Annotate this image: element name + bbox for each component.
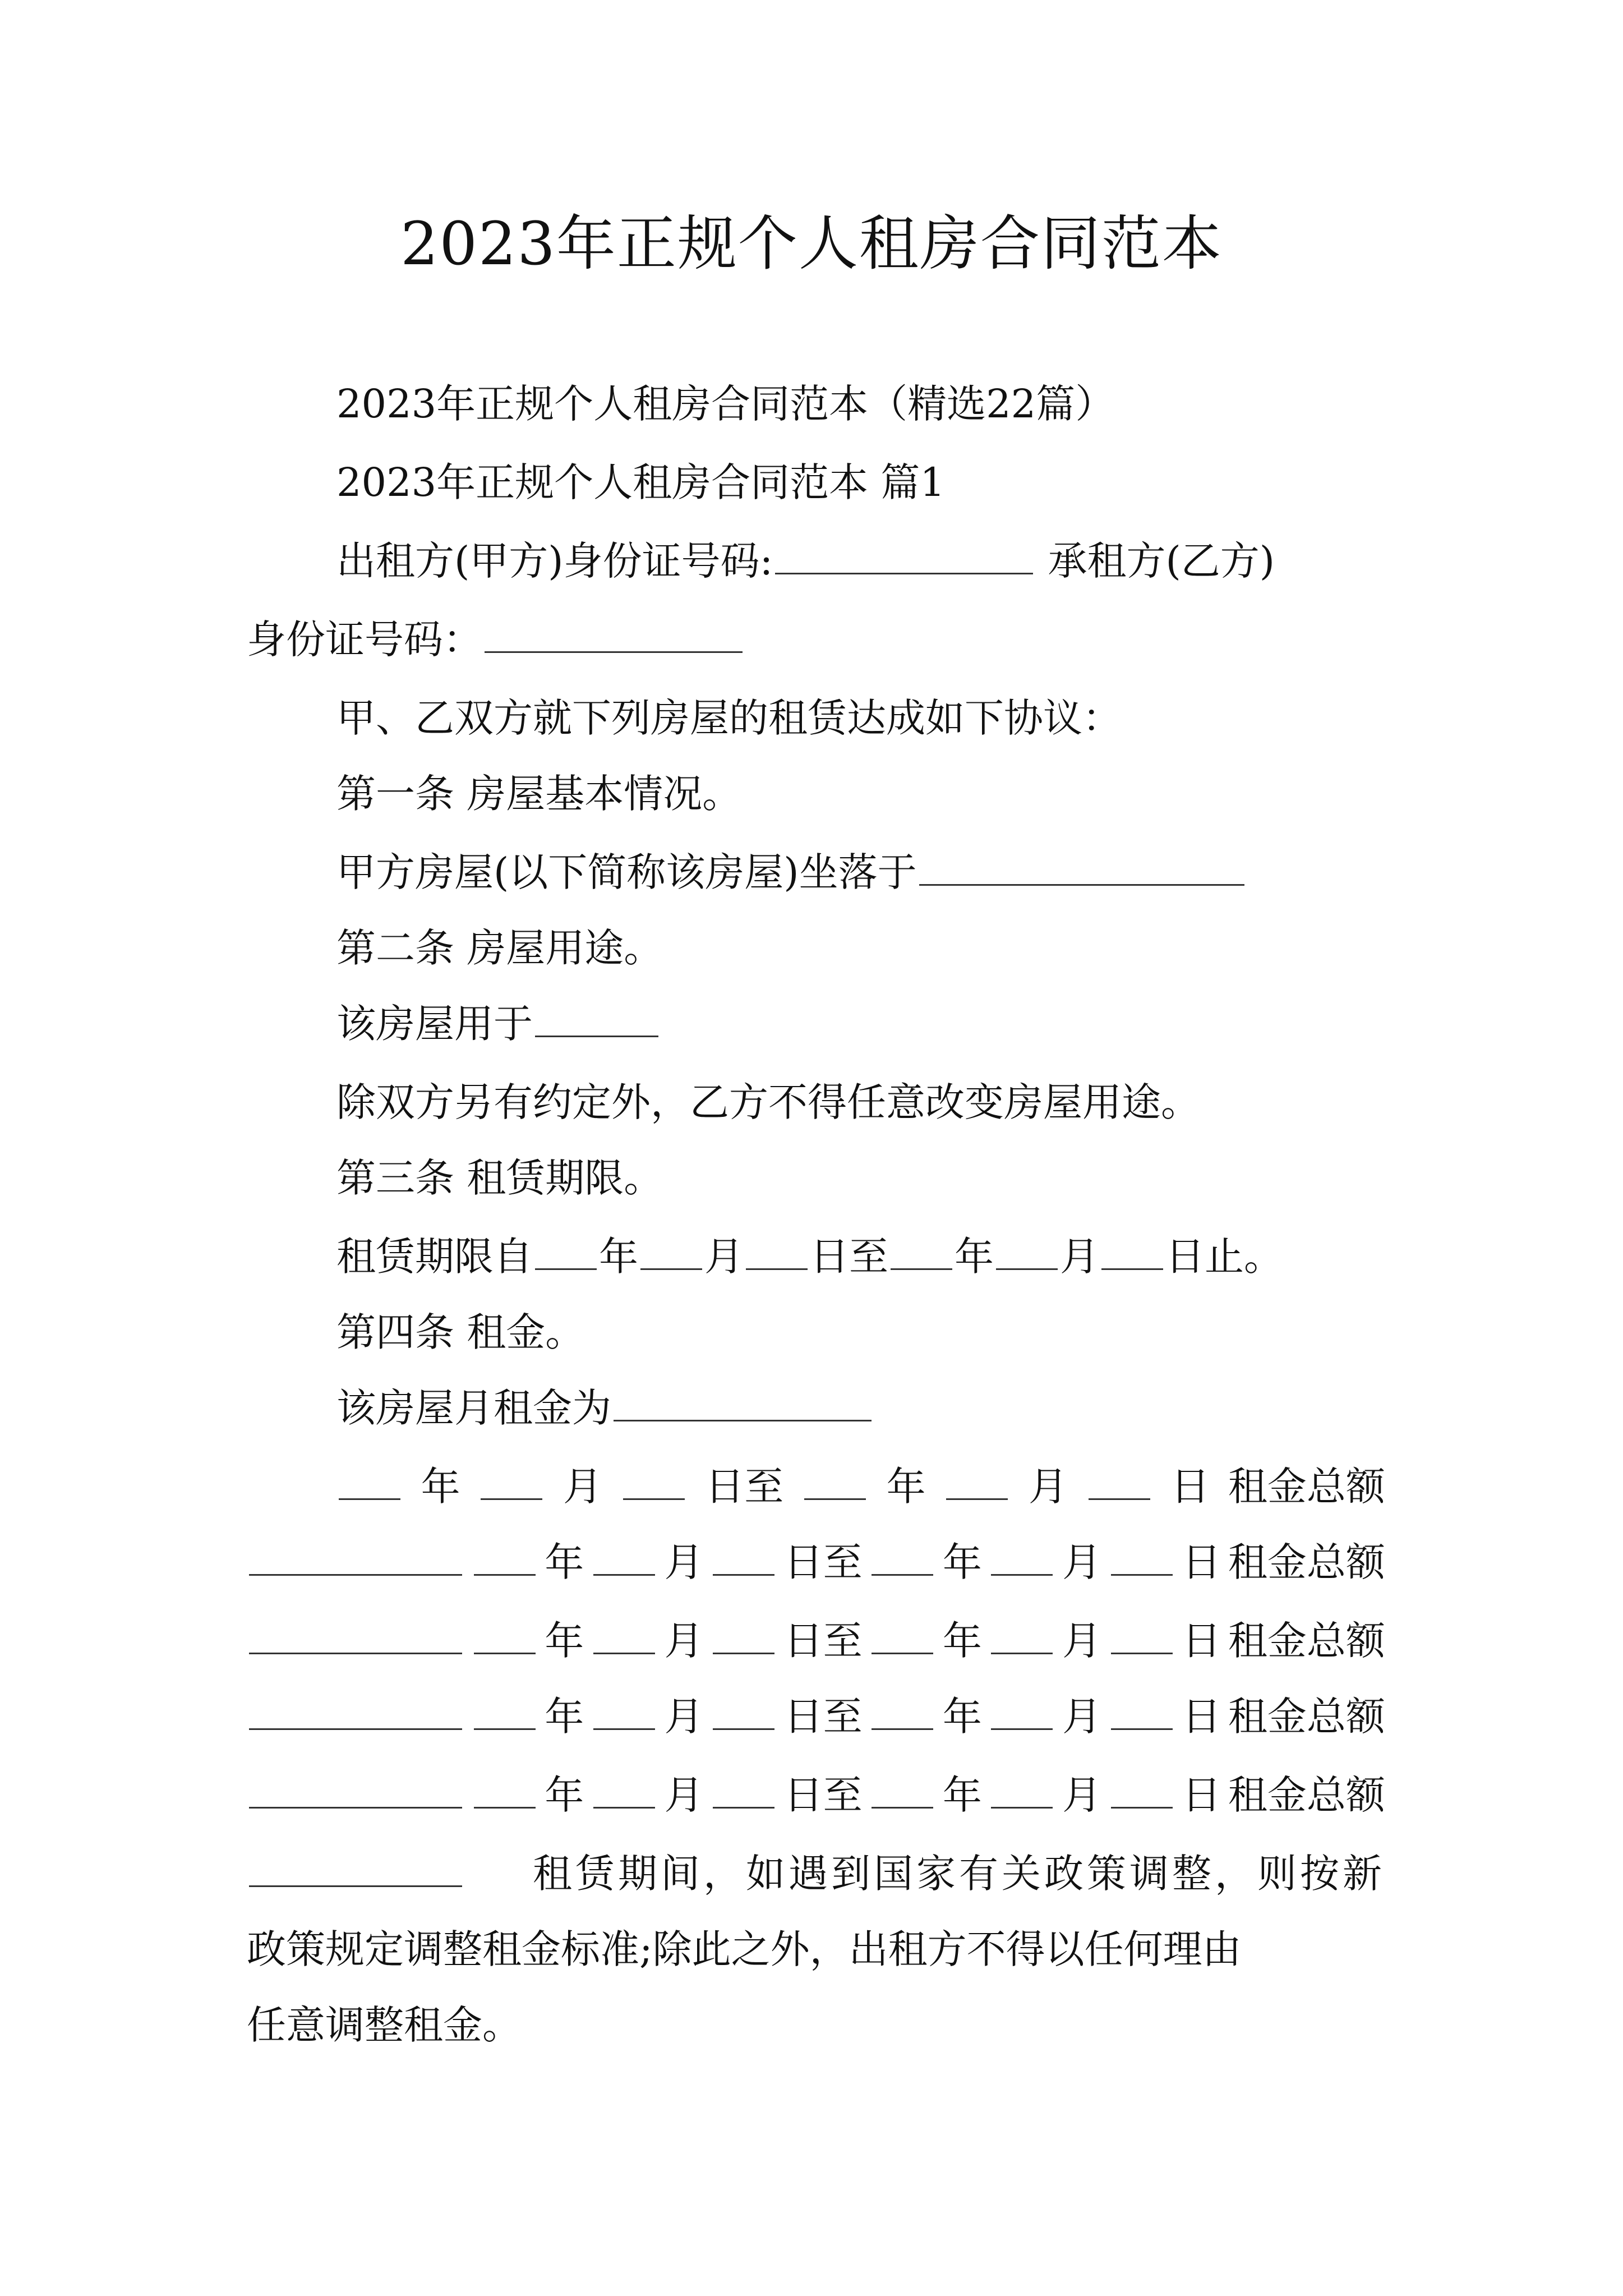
blank [872, 1772, 933, 1809]
blank [593, 1539, 655, 1576]
use-restriction-text: 除双方另有约定外，乙方不得任意改变房屋用途。 [336, 1079, 1200, 1125]
rent-total-label: 租金总额 [1228, 1464, 1385, 1510]
blank [991, 1617, 1053, 1654]
day-to-label: 日至 [783, 1618, 863, 1664]
article-4-heading: 第四条 租金。 [336, 1309, 585, 1355]
blank [593, 1693, 655, 1730]
lessee-id-label: 身份证号码： [247, 616, 482, 662]
lessee-id-line [247, 600, 1385, 679]
policy-adjustment-text: 租赁期间，如遇到国家有关政策调整，则按新 [533, 1851, 1385, 1897]
rent-total-label: 租金总额 [1228, 1772, 1385, 1818]
property-location-line [336, 833, 1385, 912]
lease-term-line [336, 1217, 1385, 1296]
blank [249, 1772, 462, 1809]
monthly-rent-label: 该房屋月租金为 [336, 1385, 611, 1431]
blank [593, 1617, 655, 1654]
year-label: 年 [545, 1539, 584, 1585]
year-label: 年 [942, 1694, 982, 1740]
blank [339, 1463, 400, 1500]
day-to-label: 日至 [783, 1694, 863, 1740]
blank [713, 1772, 774, 1809]
day-to-label: 日至 [783, 1772, 863, 1818]
year-label: 年 [421, 1464, 460, 1510]
year-label: 年 [545, 1694, 584, 1740]
blank [991, 1539, 1053, 1576]
year-label: 年 [942, 1539, 982, 1585]
property-location-blank [919, 849, 1244, 886]
subtitle-line: 2023年正规个人租房合同范本（精选22篇） [336, 381, 1115, 427]
month-label: 月 [704, 1234, 744, 1280]
property-use-label: 该房屋用于 [336, 1001, 533, 1047]
property-use-blank [535, 1000, 658, 1037]
blank [1111, 1539, 1173, 1576]
blank [996, 1233, 1058, 1270]
blank [535, 1233, 597, 1270]
policy-adjustment-line [247, 1834, 1385, 1913]
rent-schedule-row [247, 1523, 1385, 1602]
year-label: 年 [942, 1618, 982, 1664]
document-title: 2023年正规个人租房合同范本 [400, 209, 1223, 278]
day-label: 日 [1182, 1539, 1221, 1585]
lease-term-end: 日止。 [1165, 1234, 1283, 1280]
blank [991, 1772, 1053, 1809]
blank [1089, 1463, 1150, 1500]
month-label: 月 [664, 1539, 704, 1585]
blank [1111, 1693, 1173, 1730]
policy-adjustment-text-3: 任意调整租金。 [247, 2002, 522, 2048]
blank [623, 1463, 685, 1500]
property-use-line [336, 984, 1385, 1063]
blank [872, 1693, 933, 1730]
blank [481, 1463, 542, 1500]
blank [593, 1772, 655, 1809]
blank [804, 1463, 866, 1500]
day-to-label: 日至 [810, 1234, 888, 1280]
rent-total-label: 租金总额 [1228, 1618, 1385, 1664]
article-2-heading: 第二条 房屋用途。 [336, 925, 663, 971]
rent-schedule-row [247, 1602, 1385, 1680]
blank [872, 1617, 933, 1654]
day-to-label: 日至 [783, 1539, 863, 1585]
blank [474, 1693, 536, 1730]
lessor-id-label: 出租方(甲方)身份证号码: [336, 538, 773, 584]
monthly-rent-line [336, 1369, 1385, 1447]
year-label: 年 [942, 1772, 982, 1818]
day-label: 日 [1182, 1694, 1221, 1740]
month-label: 月 [1062, 1694, 1102, 1740]
day-label: 日 [1170, 1464, 1210, 1510]
policy-adjustment-text-2: 政策规定调整租金标准;除此之外，出租方不得以任何理由 [247, 1926, 1242, 1972]
day-label: 日 [1182, 1618, 1221, 1664]
lessor-id-blank [775, 537, 1033, 574]
month-label: 月 [1062, 1772, 1102, 1818]
agreement-intro: 甲、乙双方就下列房屋的租赁达成如下协议： [336, 695, 1122, 741]
month-label: 月 [664, 1772, 704, 1818]
year-label: 年 [886, 1464, 926, 1510]
month-label: 月 [664, 1694, 704, 1740]
rent-schedule-row [336, 1447, 1385, 1526]
blank [249, 1617, 462, 1654]
lease-term-label: 租赁期限自 [336, 1234, 533, 1280]
month-label: 月 [1028, 1464, 1068, 1510]
article-1-heading: 第一条 房屋基本情况。 [336, 771, 742, 817]
lessor-id-line [336, 522, 1385, 600]
section-heading: 2023年正规个人租房合同范本 篇1 [336, 459, 945, 505]
lessee-id-blank [485, 616, 743, 653]
rent-schedule-row [247, 1756, 1385, 1834]
blank [1111, 1772, 1173, 1809]
year-label: 年 [545, 1618, 584, 1664]
blank [713, 1539, 774, 1576]
blank [713, 1617, 774, 1654]
blank [474, 1539, 536, 1576]
month-label: 月 [1060, 1234, 1099, 1280]
blank [474, 1772, 536, 1809]
blank [746, 1233, 808, 1270]
blank [891, 1233, 952, 1270]
blank [249, 1850, 462, 1887]
year-label: 年 [599, 1234, 638, 1280]
blank [1111, 1617, 1173, 1654]
monthly-rent-blank [614, 1384, 872, 1421]
blank [249, 1539, 462, 1576]
blank [713, 1693, 774, 1730]
blank [872, 1539, 933, 1576]
rent-schedule-row [247, 1677, 1385, 1756]
day-label: 日 [1182, 1772, 1221, 1818]
blank [640, 1233, 702, 1270]
rent-total-label: 租金总额 [1228, 1694, 1385, 1740]
month-label: 月 [562, 1464, 602, 1510]
month-label: 月 [1062, 1618, 1102, 1664]
day-to-label: 日至 [705, 1464, 784, 1510]
rent-total-label: 租金总额 [1228, 1539, 1385, 1585]
blank [249, 1693, 462, 1730]
article-3-heading: 第三条 租赁期限。 [336, 1155, 663, 1201]
month-label: 月 [664, 1618, 704, 1664]
month-label: 月 [1062, 1539, 1102, 1585]
blank [946, 1463, 1008, 1500]
lessee-label: 承租方(乙方) [1048, 538, 1275, 584]
blank [474, 1617, 536, 1654]
year-label: 年 [545, 1772, 584, 1818]
year-label: 年 [955, 1234, 994, 1280]
blank [1101, 1233, 1163, 1270]
property-location-label: 甲方房屋(以下简称该房屋)坐落于 [336, 849, 917, 895]
blank [991, 1693, 1053, 1730]
